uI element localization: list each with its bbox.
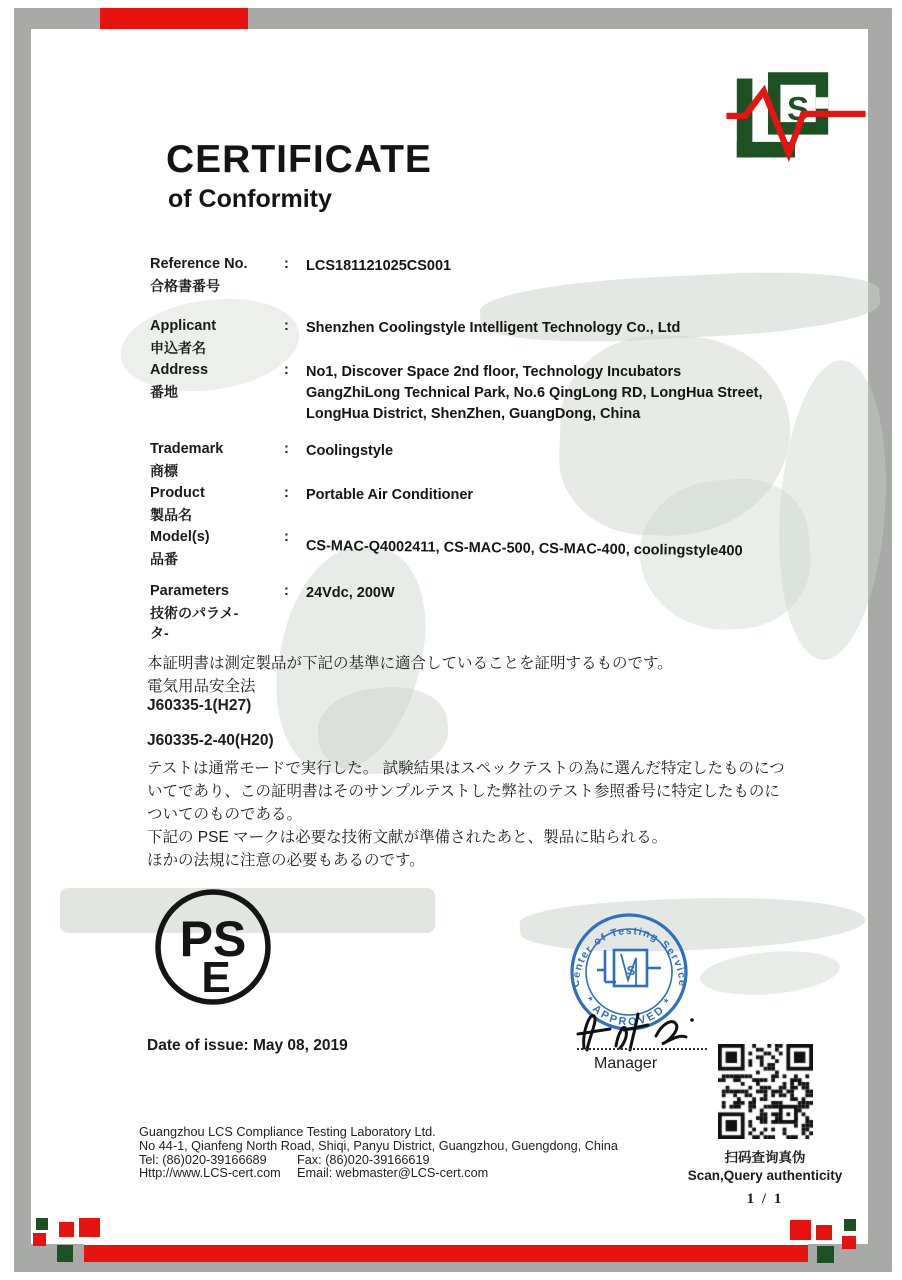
watermark-blob [698,946,841,1000]
date-of-issue: Date of issue: May 08, 2019 [147,1037,348,1054]
pse-mark-e: E [201,953,231,1002]
page-number: 1 / 1 [746,1191,784,1207]
certificate-title: CERTIFICATE [166,138,432,181]
field-value: LCS181121025CS001 [306,258,452,274]
field-colon: : [284,583,289,599]
standard-line: J60335-1(H27) [147,697,252,714]
deco-square [79,1218,100,1237]
deco-square [33,1233,46,1246]
frame-corner-bl [14,1244,84,1272]
certificate-subtitle: of Conformity [168,185,332,213]
address-line: No1, Discover Space 2nd floor, Technology Incubators [306,364,682,380]
statement-line: 本証明書は測定製品が下記の基準に適合していることを証明するものです。 [147,655,673,672]
test-note-line: いてであり、この証明書はそのサンプルテストした弊社のテスト参照番号に特定したものに [147,783,780,800]
field-label: Address [150,362,209,378]
bottom-red-bar [84,1245,808,1262]
field-label: Model(s) [150,529,210,545]
issuer-address: No 44-1, Qianfeng North Road, Shiqi, Panyu District, Guangzhou, Guengdong, China [139,1138,618,1153]
test-note-line: 下記の PSE マークは必要な技術文献が準備されたあと、製品に貼られる。 [147,829,668,846]
field-colon: : [284,318,289,334]
field-label: Product [150,485,205,501]
deco-square [816,1225,832,1240]
field-value: Coolingstyle [306,443,394,459]
field-colon: : [284,256,289,272]
issuer-tel: Tel: (86)020-39166689 [139,1152,267,1167]
field-label-jp [150,603,282,643]
signer-role: Manager [594,1055,658,1072]
frame-left [14,8,31,1271]
field-colon: : [284,441,289,457]
field-value: CS-MAC-Q4002411, CS-MAC-500, CS-MAC-400, coolingstyle400 [305,537,743,560]
pse-mark-ps: PS [179,911,247,967]
standard-line: J60335-2-40(H20) [147,732,274,749]
statement-line: 電気用品安全法 [147,678,256,695]
field-label-jp: 番地 [150,384,178,400]
field-label-jp-line: タ- [150,625,169,641]
field-label: Trademark [150,441,224,457]
field-colon: : [284,529,289,545]
deco-square [842,1236,856,1249]
test-note-line: ついてのものである。 [147,806,303,823]
field-colon: : [284,485,289,501]
stamp-arc-bottom-text: * APPROVED * [582,994,676,1029]
issuer-company: Guangzhou LCS Compliance Testing Laboratory Ltd. [139,1125,436,1139]
address-line: GangZhiLong Technical Park, No.6 QingLong RD, LongHua Street, [306,385,763,401]
bottom-green-square [817,1246,834,1263]
lcs-logo-letter: S [786,91,810,129]
pse-mark [152,886,274,1008]
deco-square [790,1220,811,1240]
field-label-jp: 申込者名 [150,340,206,356]
field-colon: : [284,362,289,378]
field-label: Applicant [150,318,217,334]
field-label: Parameters [150,583,229,599]
field-label-jp: 合格書番号 [150,278,220,294]
test-note-line: テストは通常モードで実行した。 試験結果はスペックテストの為に選んだ特定したものにつ [147,760,785,777]
field-label: Reference No. [150,256,248,272]
deco-square [844,1219,856,1231]
field-value: Shenzhen Coolingstyle Intelligent Technology Co., Ltd [306,320,681,336]
qr-caption-cn: 扫码查询真伪 [724,1150,806,1165]
top-red-accent [100,8,248,29]
stamp-arc-top-text: Center of Testing Service [569,924,689,988]
field-label-jp: 品番 [150,551,178,567]
deco-square [59,1222,74,1237]
issuer-email: Email: webmaster@LCS-cert.com [297,1166,489,1181]
issuer-fax: Fax: (86)020-39166619 [297,1152,430,1167]
issuer-footer [139,1126,639,1181]
lcs-logo [726,64,866,172]
address-line: LongHua District, ShenZhen, GuangDong, China [306,406,641,422]
qr-block [685,1044,845,1208]
issuer-web: Http://www.LCS-cert.com [139,1166,281,1181]
test-note-line: ほかの法規に注意の必要もあるのです。 [147,852,425,869]
qr-caption-en: Scan,Query authenticity [687,1168,843,1183]
qr-code [718,1044,813,1139]
bottom-green-square [57,1245,73,1262]
field-label-jp: 製品名 [150,507,192,523]
deco-square [36,1218,48,1230]
field-label-jp-line: 技術のパラメ- [150,605,239,621]
frame-right [868,8,892,1271]
field-value [306,362,846,425]
field-value: 24Vdc, 200W [306,585,395,601]
stamp-center-letter: S [626,963,636,978]
field-value: Portable Air Conditioner [306,487,474,503]
field-label-jp: 商標 [150,463,178,479]
